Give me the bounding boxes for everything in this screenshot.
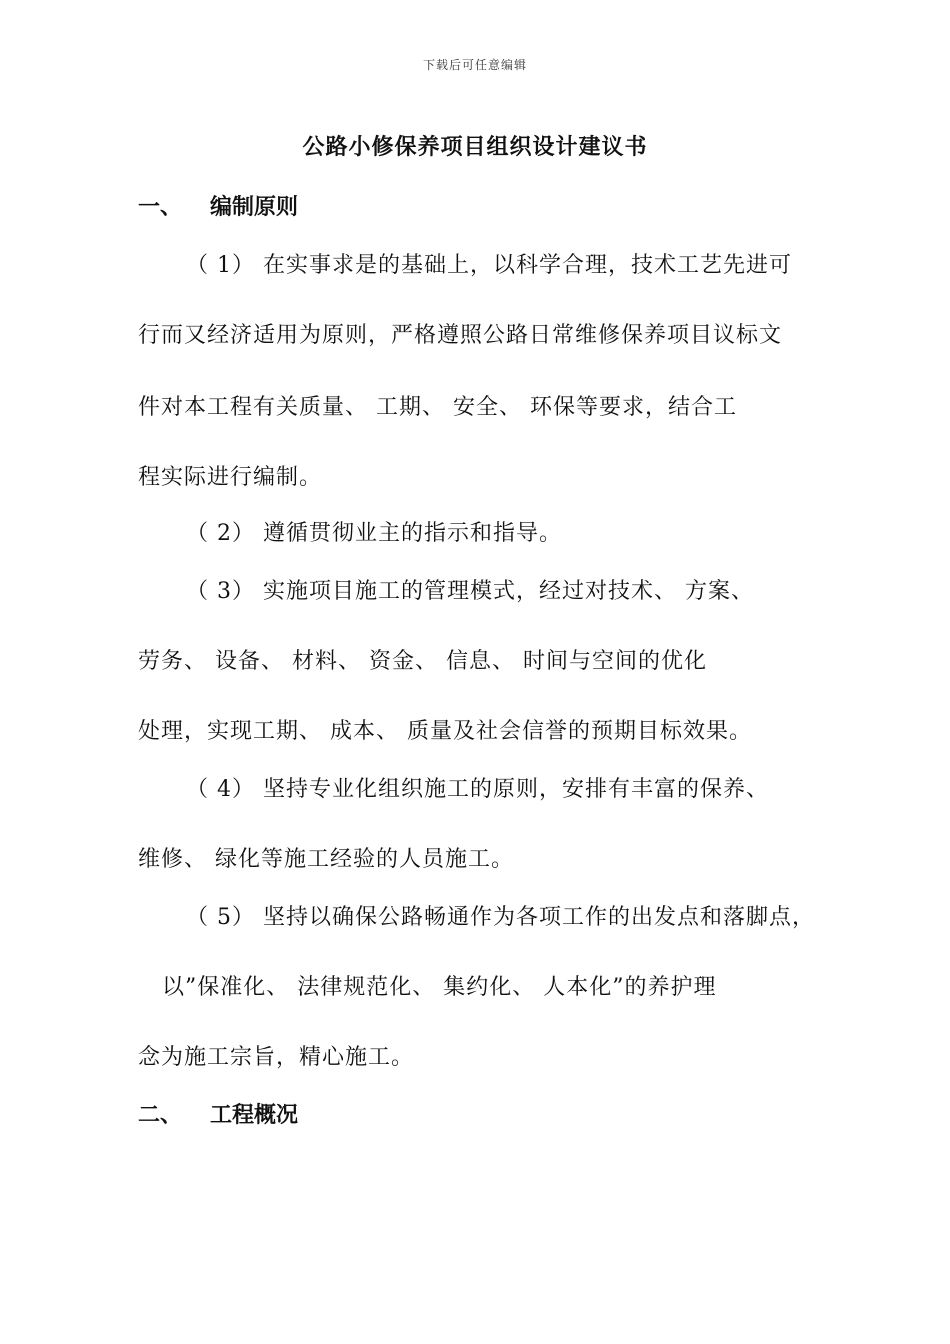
paragraph-line: （ 1） 在实事求是的基础上，以科学合理，技术工艺先进可	[186, 253, 792, 278]
paragraph-line: （ 4） 坚持专业化组织施工的原则，安排有丰富的保养、	[186, 777, 769, 802]
paragraph-line: 程实际进行编制。	[138, 465, 323, 490]
section-heading-1	[138, 190, 298, 221]
paragraph-line: （ 5） 坚持以确保公路畅通作为各项工作的出发点和落脚点，	[186, 905, 815, 930]
section-title: 编制原则	[210, 195, 299, 220]
section-number: 二、	[138, 1103, 183, 1128]
paragraph-line: 行而又经济适用为原则，严格遵照公路日常维修保养项目议标文	[138, 323, 783, 348]
section-title: 工程概况	[210, 1103, 299, 1128]
paragraph-line: 件对本工程有关质量、 工期、 安全、 环保等要求，结合工	[138, 395, 737, 420]
paragraph-line: 劳务、 设备、 材料、 资金、 信息、 时间与空间的优化	[138, 649, 707, 674]
paragraph-line: 维修、 绿化等施工经验的人员施工。	[138, 847, 514, 872]
paragraph-line: 以”保准化、 法律规范化、 集约化、 人本化”的养护理	[162, 975, 717, 1000]
paragraph-line: （ 2） 遵循贯彻业主的指示和指导。	[186, 521, 562, 546]
section-heading-2	[138, 1098, 298, 1129]
header-note: 下载后可任意编辑	[422, 58, 527, 72]
section-number: 一、	[138, 195, 183, 220]
document-title: 公路小修保养项目组织设计建议书	[302, 135, 648, 160]
paragraph-line: 处理，实现工期、 成本、 质量及社会信誉的预期目标效果。	[138, 719, 752, 744]
paragraph-line: 念为施工宗旨，精心施工。	[138, 1045, 415, 1070]
paragraph-line: （ 3） 实施项目施工的管理模式，经过对技术、 方案、	[186, 579, 754, 604]
